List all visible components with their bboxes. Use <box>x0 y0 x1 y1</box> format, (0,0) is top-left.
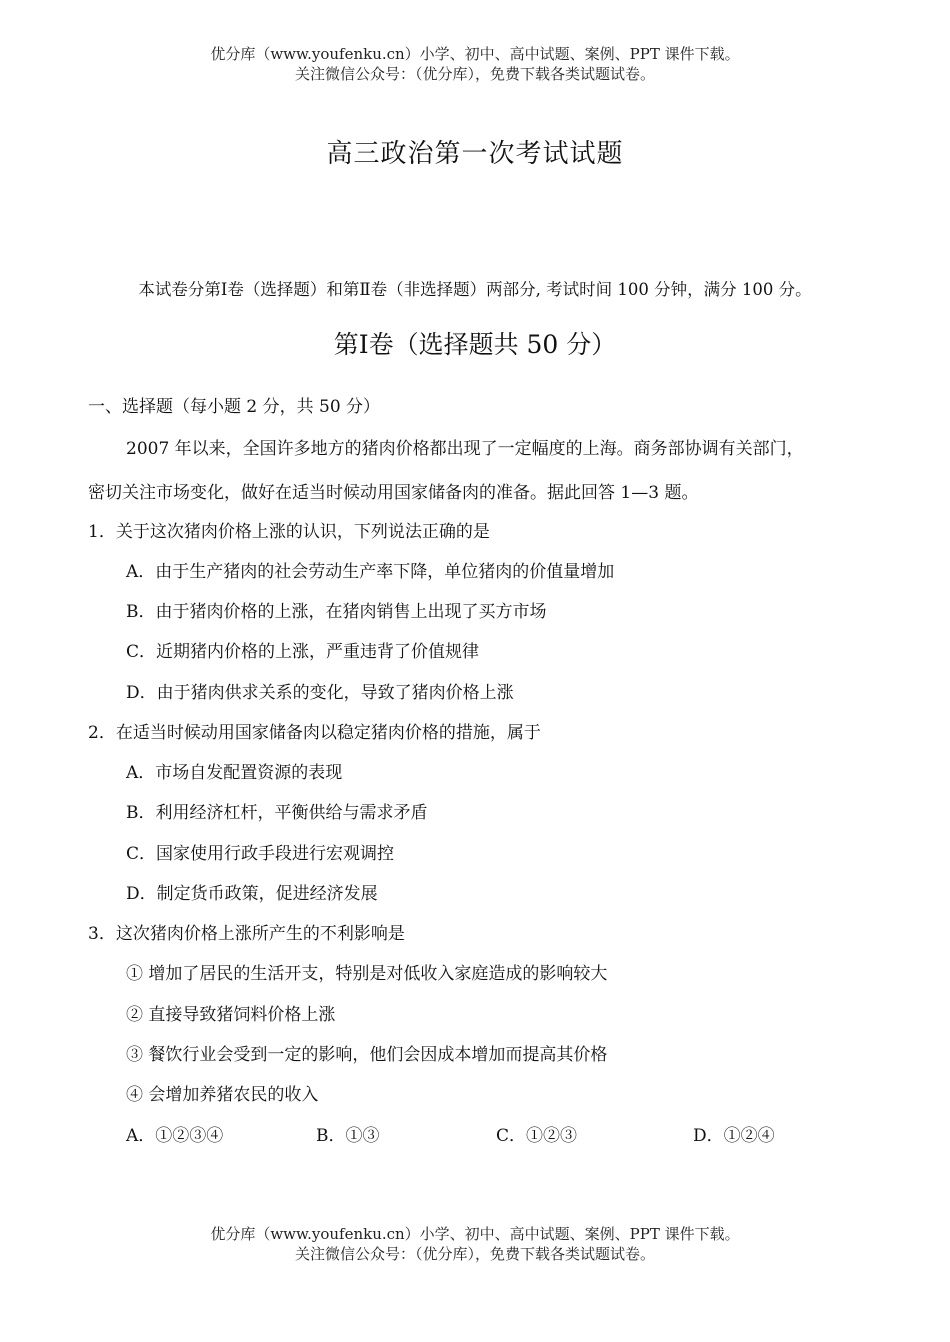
passage-line-2: 密切关注市场变化，做好在适当时候动用国家储备肉的准备。据此回答 1—3 题。 <box>88 483 699 503</box>
question-2-option-c: C．国家使用行政手段进行宏观调控 <box>126 844 395 864</box>
question-3-stem: 3．这次猪肉价格上涨所产生的不利影响是 <box>88 924 405 944</box>
question-3-statement-2: ② 直接导致猪饲料价格上涨 <box>126 1005 336 1025</box>
header-line-2: 关注微信公众号：（优分库），免费下载各类试题试卷。 <box>294 65 655 83</box>
passage-line-1: 2007 年以来，全国许多地方的猪肉价格都出现了一定幅度的上海。商务部协调有关部门， <box>126 439 804 459</box>
page-header <box>0 44 950 84</box>
section-title: 第Ⅰ卷（选择题共 50 分） <box>333 330 617 359</box>
question-3-choice-d: D．①②④ <box>693 1126 775 1146</box>
question-3-choice-c: C．①②③ <box>496 1126 578 1146</box>
exam-intro: 本试卷分第Ⅰ卷（选择题）和第Ⅱ卷（非选择题）两部分, 考试时间 100 分钟，满分 100 分。 <box>138 280 812 299</box>
question-1-stem: 1．关于这次猪肉价格上涨的认识，下列说法正确的是 <box>88 522 490 542</box>
question-2-stem: 2．在适当时候动用国家储备肉以稳定猪肉价格的措施，属于 <box>88 723 541 743</box>
question-3-statement-4: ④ 会增加养猪农民的收入 <box>126 1085 319 1105</box>
question-1-option-d: D．由于猪肉供求关系的变化，导致了猪肉价格上涨 <box>126 683 514 703</box>
footer-line-2: 关注微信公众号：（优分库），免费下载各类试题试卷。 <box>294 1245 655 1263</box>
question-3-statement-3: ③ 餐饮行业会受到一定的影响，他们会因成本增加而提高其价格 <box>126 1045 608 1065</box>
page-footer <box>0 1224 950 1264</box>
question-1-option-c: C．近期猪内价格的上涨，严重违背了价值规律 <box>126 642 480 662</box>
footer-line-1: 优分库（www.youfenku.cn）小学、初中、高中试题、案例、PPT 课件下载。 <box>210 1225 740 1243</box>
question-3-statement-1: ① 增加了居民的生活开支，特别是对低收入家庭造成的影响较大 <box>126 964 608 984</box>
question-2-option-d: D．制定货币政策，促进经济发展 <box>126 884 378 904</box>
part-heading: 一、选择题（每小题 2 分，共 50 分） <box>88 397 381 417</box>
question-2-option-b: B．利用经济杠杆，平衡供给与需求矛盾 <box>126 803 428 823</box>
exam-title: 高三政治第一次考试试题 <box>326 139 624 169</box>
question-1-option-b: B．由于猪肉价格的上涨，在猪肉销售上出现了买方市场 <box>126 602 547 622</box>
header-line-1: 优分库（www.youfenku.cn）小学、初中、高中试题、案例、PPT 课件下载。 <box>210 45 740 63</box>
question-3-choice-b: B．①③ <box>316 1126 380 1146</box>
question-2-option-a: A．市场自发配置资源的表现 <box>126 763 343 783</box>
question-1-option-a: A．由于生产猪肉的社会劳动生产率下降，单位猪肉的价值量增加 <box>126 562 615 582</box>
question-3-choice-a: A．①②③④ <box>126 1126 224 1146</box>
